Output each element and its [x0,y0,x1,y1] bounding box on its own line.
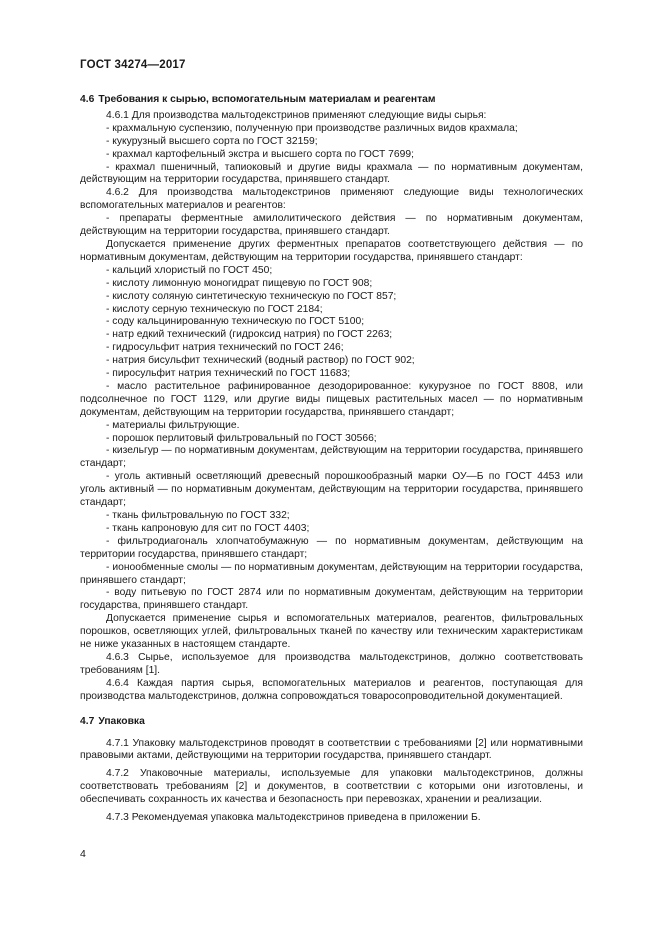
paragraph: - кукурузный высшего сорта по ГОСТ 32159; [106,135,318,147]
section-4-7-body [80,738,583,825]
paragraph: - пиросульфит натрия технический по ГОСТ 11683; [106,368,351,380]
paragraph: 4.7.1 Упаковку мальтодекстринов проводят в соответствии с требованиями [2] или нормативными правовыми актами, действующими на территории государства, принявшего стандарт. [80,737,583,762]
section-heading-4-7 [80,716,583,729]
paragraph: - кальций хлористый по ГОСТ 450; [106,264,273,276]
paragraph: 4.7.2 Упаковочные материалы, используемые для упаковки мальтодекстринов, должны соответствовать требованиям [2] и документов, в соответствии с которыми они изготовлены, и обеспечивать сохранность их качества и безопасность при перевозках, хранении и реализации. [80,768,583,806]
paragraph: - кизельгур — по нормативным документам, действующим на территории государства, принявшего стандарт; [80,445,583,470]
paragraph: 4.6.3 Сырье, используемое для производства мальтодекстринов, должно соответствовать требованиям [1]. [80,651,583,676]
paragraph: - масло растительное рафинированное дезодорированное: кукурузное по ГОСТ 8808, или подсолнечное по ГОСТ 1129, или другие виды пищевых растительных масел — по нормативным документам, действующим на территории государства, принявшего стандарт; [80,380,583,418]
paragraph: - крахмальную суспензию, полученную при производстве различных видов крахмала; [106,122,518,134]
paragraph: - ткань фильтровальную по ГОСТ 332; [106,510,290,521]
section-title: Требования к сырью, вспомогательным материалам и реагентам [98,94,436,105]
paragraph: Допускается применение других ферментных препаратов соответствующего действия — по нормативным документам, действующим на территории государства, принявшего стандарт: [80,238,583,263]
paragraph: - крахмал пшеничный, тапиоковый и другие виды крахмала — по нормативным документам, действующим на территории государства, принявшего стандарт. [80,161,583,186]
document-header: ГОСТ 34274—2017 [80,59,186,71]
paragraph: - крахмал картофельный экстра и высшего сорта по ГОСТ 7699; [106,148,414,160]
paragraph: - кислоту лимонную моногидрат пищевую по ГОСТ 908; [106,277,373,289]
section-4-6-body [80,110,583,704]
paragraph: - фильтродиагональ хлопчатобумажную — по нормативным документам, действующим на территории государства, принявшего стандарт; [80,535,583,560]
paragraph: - соду кальцинированную техническую по ГОСТ 5100; [106,316,365,328]
paragraph: - воду питьевую по ГОСТ 2874 или по нормативным документам, действующим на территории государства, принявшего стандарт. [80,587,583,612]
paragraph: - натр едкий технический (гидроксид натрия) по ГОСТ 2263; [106,329,393,341]
paragraph: - кислоту серную техническую по ГОСТ 2184; [106,303,323,315]
document-body [80,94,583,825]
paragraph: Допускается применение сырья и вспомогательных материалов, реагентов, фильтровальных порошков, осветляющих углей, фильтровальных тканей по качеству или техническим характеристикам не ниже указанных в настоящем стандарте. [80,613,583,651]
paragraph: - уголь активный осветляющий древесный порошкообразный марки ОУ—Б по ГОСТ 4453 или уголь активный — по нормативным документам, действующим на территории государства, принявшего стандарт; [80,471,583,509]
paragraph: 4.6.2 Для производства мальтодекстринов применяют следующие виды технологических вспомогательных материалов и реагентов: [80,187,583,212]
page-number: 4 [80,848,86,860]
paragraph: - порошок перлитовый фильтровальный по ГОСТ 30566; [106,432,377,444]
paragraph: - кислоту соляную синтетическую техническую по ГОСТ 857; [106,290,397,302]
section-number: 4.7 [80,715,95,727]
paragraph: - ткань капроновую для сит по ГОСТ 4403; [106,522,310,534]
section-title: Упаковка [98,715,145,727]
paragraph: - гидросульфит натрия технический по ГОСТ 246; [106,342,344,354]
paragraph: - ионообменные смолы — по нормативным документам, действующим на территории государства, принявшего стандарт; [80,561,583,586]
paragraph: 4.6.4 Каждая партия сырья, вспомогательных материалов и реагентов, поступающая для производства мальтодекстринов, должна сопровождаться товаросопроводительной документацией. [80,677,583,702]
section-number: 4.6 [80,94,95,105]
paragraph: - препараты ферментные амилолитического действия — по нормативным документам, действующим на территории государства, принявшего стандарт. [80,213,583,238]
paragraph: - натрия бисульфит технический (водный раствор) по ГОСТ 902; [106,355,415,367]
paragraph: 4.6.1 Для производства мальтодекстринов применяют следующие виды сырья: [106,109,487,121]
paragraph: 4.7.3 Рекомендуемая упаковка мальтодекстринов приведена в приложении Б. [106,812,481,824]
section-heading-4-6 [80,94,583,107]
paragraph: - материалы фильтрующие. [106,419,240,431]
